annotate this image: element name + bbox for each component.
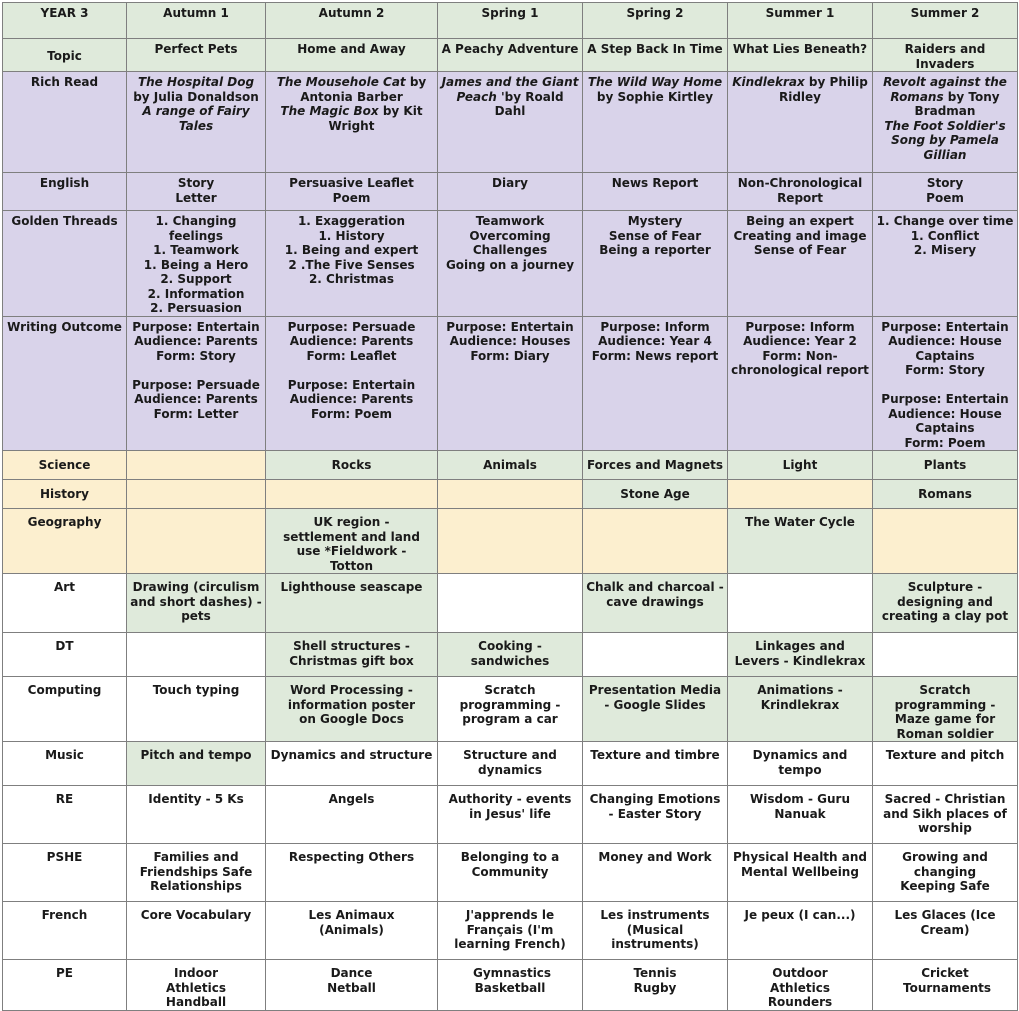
science-row [3,451,1018,480]
geography-cell [438,509,583,574]
music-cell: Texture and timbre [583,742,728,786]
writing-outcome-row [3,316,1018,451]
topic-cell: Perfect Pets [127,39,266,72]
writing-outcome-cell: Purpose: Entertain Audience: Houses Form: Diary [438,316,583,451]
computing-cell: Animations - Krindlekrax [728,677,873,742]
rich-read-cell: The Mousehole Cat by Antonia Barber The Magic Box by Kit Wright [266,72,438,173]
pshe-cell: Money and Work [583,844,728,902]
computing-cell: Touch typing [127,677,266,742]
science-cell: Animals [438,451,583,480]
re-cell: Identity - 5 Ks [127,786,266,844]
dt-cell [127,633,266,677]
art-cell: Chalk and charcoal - cave drawings [583,574,728,633]
topic-cell: Home and Away [266,39,438,72]
pshe-cell: Physical Health and Mental Wellbeing [728,844,873,902]
art-cell: Drawing (circulism and short dashes) - pets [127,574,266,633]
row-label-science: Science [3,451,127,480]
science-cell: Forces and Magnets [583,451,728,480]
pshe-row [3,844,1018,902]
pshe-cell: Families and Friendships Safe Relationships [127,844,266,902]
golden-threads-cell: 1. Change over time 1. Conflict 2. Misery [873,211,1018,317]
science-cell: Plants [873,451,1018,480]
music-cell: Dynamics and tempo [728,742,873,786]
header-row [3,3,1018,39]
rich-read-cell: The Wild Way Home by Sophie Kirtley [583,72,728,173]
writing-outcome-cell: Purpose: Entertain Audience: House Captains Form: Story Purpose: Entertain Audience: House Captains Form: Poem [873,316,1018,451]
term-header: Autumn 2 [266,3,438,39]
geography-row [3,509,1018,574]
history-cell: Romans [873,480,1018,509]
dt-row [3,633,1018,677]
row-label-french: French [3,902,127,960]
row-label-writing-outcome: Writing Outcome [3,316,127,451]
pe-cell: Tennis Rugby [583,960,728,1011]
re-cell: Authority - events in Jesus' life [438,786,583,844]
re-cell: Sacred - Christian and Sikh places of worship [873,786,1018,844]
re-cell: Changing Emotions - Easter Story [583,786,728,844]
golden-threads-cell: Being an expert Creating and image Sense of Fear [728,211,873,317]
rich-read-cell: Revolt against the Romans by Tony Bradman The Foot Soldier's Song by Pamela Gillian [873,72,1018,173]
dt-cell: Cooking - sandwiches [438,633,583,677]
topic-cell: A Peachy Adventure [438,39,583,72]
dt-cell [873,633,1018,677]
art-cell [438,574,583,633]
pshe-cell: Respecting Others [266,844,438,902]
year-label: YEAR 3 [3,3,127,39]
geography-cell [127,509,266,574]
geography-cell: UK region - settlement and land use *Fieldwork - Totton [266,509,438,574]
geography-cell [873,509,1018,574]
french-cell: Les Animaux (Animals) [266,902,438,960]
re-cell: Wisdom - Guru Nanuak [728,786,873,844]
pe-cell: Outdoor Athletics Rounders [728,960,873,1011]
rich-read-cell: James and the Giant Peach 'by Roald Dahl [438,72,583,173]
computing-cell: Word Processing - information poster on Google Docs [266,677,438,742]
science-cell [127,451,266,480]
french-cell: Les Glaces (Ice Cream) [873,902,1018,960]
writing-outcome-cell: Purpose: Persuade Audience: Parents Form: Leaflet Purpose: Entertain Audience: Parents Form: Poem [266,316,438,451]
music-cell: Texture and pitch [873,742,1018,786]
english-cell: Persuasive Leaflet Poem [266,173,438,211]
term-header: Summer 2 [873,3,1018,39]
writing-outcome-cell: Purpose: Inform Audience: Year 2 Form: Non-chronological report [728,316,873,451]
golden-threads-row [3,211,1018,317]
english-cell: Story Poem [873,173,1018,211]
geography-cell: The Water Cycle [728,509,873,574]
history-cell [728,480,873,509]
pe-cell: Indoor Athletics Handball [127,960,266,1011]
pshe-cell: Belonging to a Community [438,844,583,902]
row-label-pshe: PSHE [3,844,127,902]
pe-cell: Cricket Tournaments [873,960,1018,1011]
dt-cell: Linkages and Levers - Kindlekrax [728,633,873,677]
history-row [3,480,1018,509]
french-cell: Je peux (I can...) [728,902,873,960]
row-label-topic: Topic [3,39,127,72]
computing-row [3,677,1018,742]
art-cell [728,574,873,633]
rich-read-row [3,72,1018,173]
golden-threads-cell: Mystery Sense of Fear Being a reporter [583,211,728,317]
row-label-computing: Computing [3,677,127,742]
history-cell [438,480,583,509]
pe-row [3,960,1018,1011]
writing-outcome-cell: Purpose: Entertain Audience: Parents Form: Story Purpose: Persuade Audience: Parents Form: Letter [127,316,266,451]
computing-cell: Scratch programming - Maze game for Roman soldier [873,677,1018,742]
computing-cell: Presentation Media - Google Slides [583,677,728,742]
row-label-pe: PE [3,960,127,1011]
row-label-english: English [3,173,127,211]
science-cell: Rocks [266,451,438,480]
music-cell: Dynamics and structure [266,742,438,786]
pe-cell: Gymnastics Basketball [438,960,583,1011]
golden-threads-cell: Teamwork Overcoming Challenges Going on a journey [438,211,583,317]
music-row [3,742,1018,786]
row-label-art: Art [3,574,127,633]
english-cell: Non-Chronological Report [728,173,873,211]
history-cell [266,480,438,509]
row-label-music: Music [3,742,127,786]
golden-threads-cell: 1. Changing feelings 1. Teamwork 1. Being a Hero 2. Support 2. Information 2. Persuasion [127,211,266,317]
french-cell: Les instruments (Musical instruments) [583,902,728,960]
curriculum-overview-table [2,2,1018,1011]
golden-threads-cell: 1. Exaggeration 1. History 1. Being and expert 2 .The Five Senses 2. Christmas [266,211,438,317]
rich-read-cell: The Hospital Dog by Julia Donaldson A range of Fairy Tales [127,72,266,173]
re-cell: Angels [266,786,438,844]
row-label-history: History [3,480,127,509]
art-row [3,574,1018,633]
re-row [3,786,1018,844]
pe-cell: Dance Netball [266,960,438,1011]
term-header: Spring 2 [583,3,728,39]
row-label-golden-threads: Golden Threads [3,211,127,317]
topic-row [3,39,1018,72]
english-cell: Diary [438,173,583,211]
computing-cell: Scratch programming - program a car [438,677,583,742]
dt-cell [583,633,728,677]
row-label-rich-read: Rich Read [3,72,127,173]
science-cell: Light [728,451,873,480]
topic-cell: Raiders and Invaders [873,39,1018,72]
dt-cell: Shell structures - Christmas gift box [266,633,438,677]
music-cell: Pitch and tempo [127,742,266,786]
history-cell: Stone Age [583,480,728,509]
rich-read-cell: Kindlekrax by Philip Ridley [728,72,873,173]
english-cell: News Report [583,173,728,211]
term-header: Spring 1 [438,3,583,39]
english-cell: Story Letter [127,173,266,211]
french-cell: Core Vocabulary [127,902,266,960]
french-cell: J'apprends le Français (I'm learning French) [438,902,583,960]
art-cell: Lighthouse seascape [266,574,438,633]
art-cell: Sculpture - designing and creating a clay pot [873,574,1018,633]
english-row [3,173,1018,211]
row-label-dt: DT [3,633,127,677]
topic-cell: What Lies Beneath? [728,39,873,72]
writing-outcome-cell: Purpose: Inform Audience: Year 4 Form: News report [583,316,728,451]
pshe-cell: Growing and changing Keeping Safe [873,844,1018,902]
geography-cell [583,509,728,574]
row-label-geography: Geography [3,509,127,574]
music-cell: Structure and dynamics [438,742,583,786]
term-header: Autumn 1 [127,3,266,39]
history-cell [127,480,266,509]
term-header: Summer 1 [728,3,873,39]
topic-cell: A Step Back In Time [583,39,728,72]
french-row [3,902,1018,960]
row-label-re: RE [3,786,127,844]
